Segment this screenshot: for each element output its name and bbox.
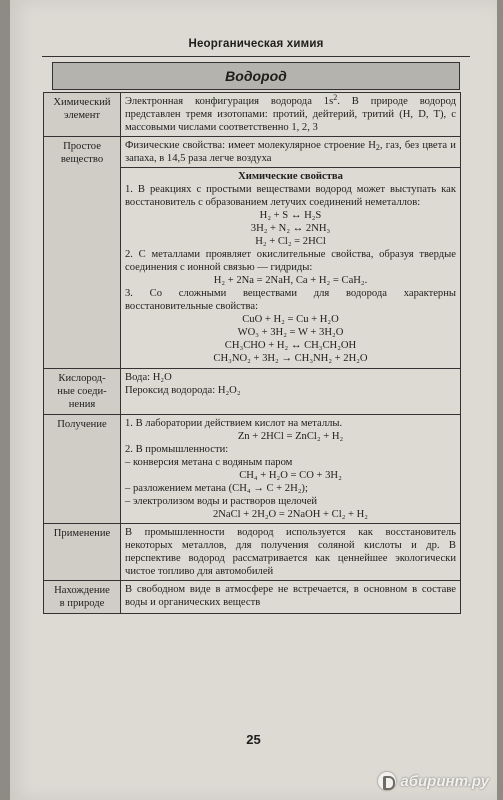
chem-paragraph-1: 1. В реакциях с простыми веществами водород может выступать как восстановитель с образованием летучих соединений неметаллов:: [125, 184, 456, 208]
equation: H₂ + Cl₂ = 2HCl: [255, 236, 326, 247]
book-page: [10, 0, 497, 800]
row-label-application: Применение: [44, 524, 121, 581]
equation: WO₃ + 3H₂ = W + 3H₂O: [237, 327, 344, 338]
table-row-oxygen-compounds: [44, 369, 461, 415]
chem-paragraph-3: 3. Со сложными веществами для водорода характерны восстановительные свойства:: [125, 288, 456, 312]
row-label-occurrence: Нахождение в природе: [44, 581, 121, 614]
equation: CH₃NO₂ + 3H₂ → CH₃NH₂ + 2H₂O: [213, 353, 368, 364]
watermark: абиринт.ру: [378, 772, 489, 790]
production-content: 1. В лаборатории действием кислот на металлы. Zn + 2HCl = ZnCl₂ + H₂ 2. В промышленности: – конверсия метана с водяным паром CH₄ + H₂O = CO + 3H₂ – разложением метана (CH₄ → C + 2H₂); – электролизом воды и растворов щелочей 2NaCl + 2H₂O = 2NaOH + Cl₂ + H₂: [121, 415, 461, 524]
page-number: 25: [246, 732, 261, 747]
chemical-properties-heading: Химические свойства: [238, 171, 343, 182]
row-label-oxygen-compounds: Кислород- ные соеди- нения: [44, 369, 121, 415]
oxygen-compounds-content: Вода: H₂O Пероксид водорода: H₂O₂: [121, 369, 461, 415]
equation: CH₄ + H₂O = CO + 3H₂: [239, 470, 342, 481]
chemical-properties: [121, 168, 460, 368]
occurrence-content: В свободном виде в атмосфере не встречается, в основном в составе воды и органических веществ: [121, 581, 461, 614]
equation: H₂ + S ↔ H₂S: [259, 210, 322, 221]
row-label-element: Химический элемент: [44, 93, 121, 137]
equation: H₂ + 2Na = 2NaH, Ca + H₂ = CaH₂.: [213, 275, 368, 286]
equation: CuO + H₂ = Cu + H₂O: [242, 314, 339, 325]
equation: 3H₂ + N₂ ↔ 2NH₃: [250, 223, 331, 234]
table-row-production: [44, 415, 461, 524]
element-description: Электронная конфигурация водорода $1s^2$. В природе водород представлен тремя изотопами: протий, дейтерий, тритий (H, D, T), с массовыми числами соответственно 1, 2, 3: [121, 93, 461, 137]
row-label-simple-substance: Простое вещество: [44, 137, 121, 369]
application-content: В промышленности водород используется как восстановитель некоторых металлов, для получения соляной кислоты и др. В перспективе водород рассматривается как ценнейшее экологически чистое топливо для автомобилей: [121, 524, 461, 581]
section-title: Водород: [52, 62, 460, 90]
table-row-occurrence: [44, 581, 461, 614]
equation: CH₃CHO + H₂ ↔ CH₃CH₂OH: [224, 340, 357, 351]
table-row-application: [44, 524, 461, 581]
labyrinth-logo-icon: [378, 772, 396, 790]
row-label-production: Получение: [44, 415, 121, 524]
table-row-element: [44, 93, 461, 137]
properties-table: [43, 92, 461, 614]
header-rule: [42, 56, 470, 57]
physical-properties: Физические свойства: имеет молекулярное строение H2, газ, без цвета и запаха, в 14,5 раза легче воздуха: [121, 137, 460, 168]
table-row-simple-substance: [44, 137, 461, 369]
equation: 2NaCl + 2H₂O = 2NaOH + Cl₂ + H₂: [212, 509, 369, 520]
equation: Zn + 2HCl = ZnCl₂ + H₂: [237, 431, 344, 442]
running-header: Неорганическая химия: [188, 38, 324, 50]
chem-paragraph-2: 2. С металлами проявляет окислительные свойства, образуя твердые соединения с ионной связью — гидриды:: [125, 249, 456, 273]
